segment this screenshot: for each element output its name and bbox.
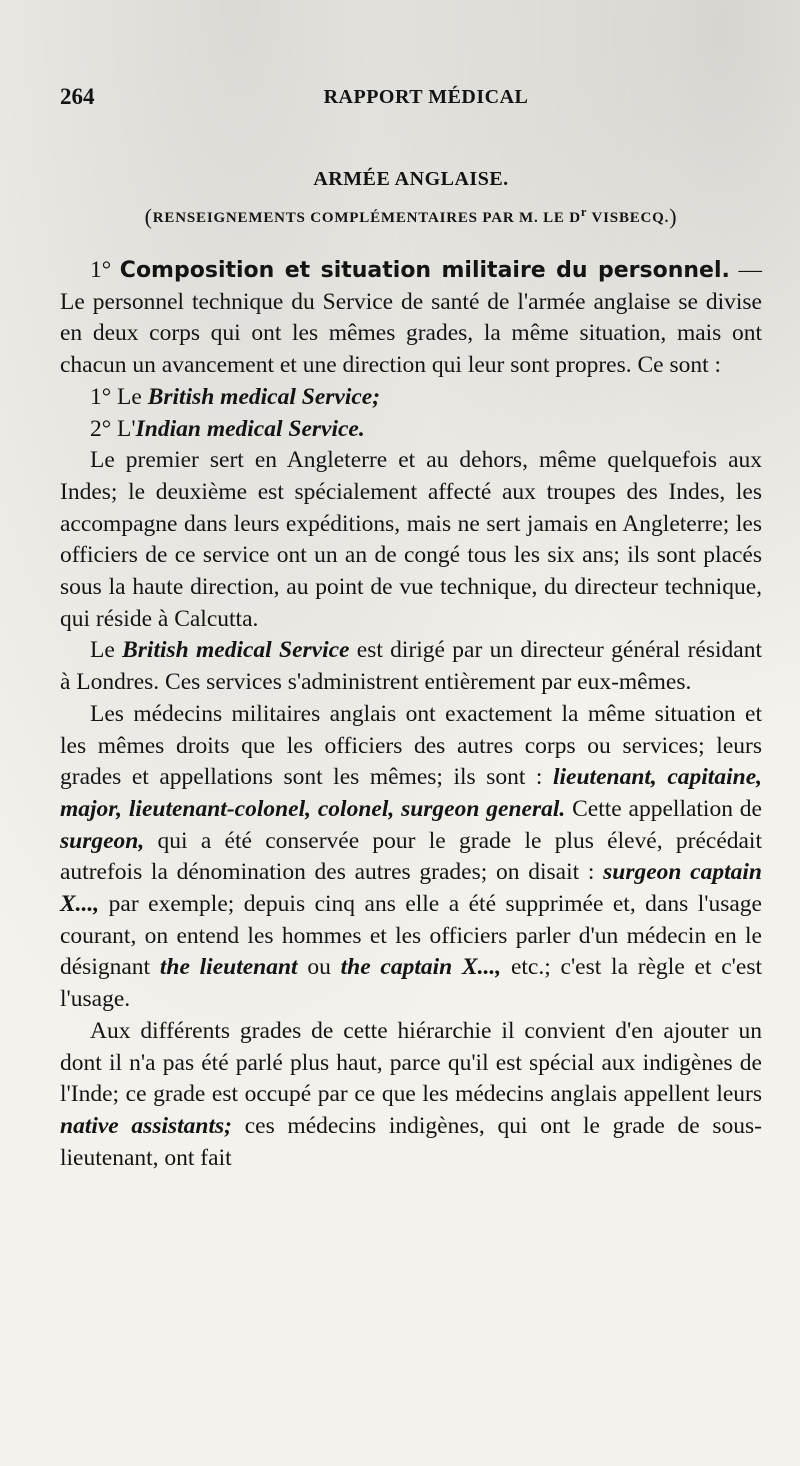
emphasis-span: surgeon captain X..., <box>60 859 762 918</box>
text-span: Aux différents grades de cette hiérarchie il convient d'en ajouter un dont il n'a pas été parlé plus haut, parce qu'il est spécial aux indigènes de l'Inde; ce grade est occupé par ce que les médecins anglais appellent leurs <box>60 1017 762 1108</box>
text-span: par exemple; depuis cinq ans elle a été supprimée et, dans l'usage courant, on entend les hommes et les officiers parler d'un médecin en le désignant <box>60 891 762 981</box>
paragraph-native-assistants <box>60 1016 762 1175</box>
emphasis-span: native assistants; <box>60 1112 233 1139</box>
subtitle-sup: r <box>580 205 588 219</box>
paragraph-grades <box>60 699 762 1016</box>
paragraph-text: — Le personnel technique du Service de santé de l'armée anglaise se divise en deux corps qui ont les mêmes grades, la même situation, mais ont chacun un avancement et une direction qui leur sont propres. Ce sont : <box>60 257 762 379</box>
paragraph-number: 1° <box>90 257 112 283</box>
paragraph-premier: Le premier sert en Angleterre et au dehors, même quelquefois aux Indes; le deuxième est spécialement affecté aux troupes des Indes, les accompagne dans leurs expéditions, mais ne sert jamais en Angleterre; les officiers de ce service ont un an de congé tous les six ans; ils sont placés sous la haute direction, au point de vue technique, du directeur technique, qui réside à Calcutta. <box>60 447 762 632</box>
list-item-indian <box>60 414 762 446</box>
running-title: RAPPORT MÉDICAL <box>323 86 529 108</box>
emphasis-span: surgeon, <box>60 827 145 854</box>
emphasis-span: the lieutenant <box>159 954 298 981</box>
list-item-prefix: 2° L' <box>90 415 136 442</box>
emphasis-span: British medical Service <box>122 637 350 664</box>
list-item-service-name: Indian medical Service. <box>135 415 365 442</box>
paragraph-composition <box>60 255 762 382</box>
list-item-british <box>60 382 762 414</box>
body-text <box>60 255 762 1174</box>
text-span: Le <box>90 637 123 664</box>
section-subtitle <box>60 204 762 230</box>
section-title: ARMÉE ANGLAISE. <box>313 168 509 190</box>
subtitle-text: RENSEIGNEMENTS COMPLÉMENTAIRES PAR M. LE D <box>152 210 581 226</box>
text-span: Les médecins militaires anglais ont exactement la même situation et les mêmes droits que les officiers des autres corps ou services; leurs grades et appellations sont les mêmes; ils sont : <box>60 700 762 791</box>
text-span: ces médecins indigènes, qui ont le grade de sous-lieutenant, ont fait <box>60 1112 762 1171</box>
text-span: ou <box>297 954 341 981</box>
subtitle-open-paren: ( <box>144 204 153 229</box>
list-item-service-name: British medical Service; <box>147 383 381 410</box>
paragraph-british-service <box>60 635 762 698</box>
subtitle-author: VISBECQ. <box>587 210 670 226</box>
text-span: etc.; c'est la règle et c'est l'usage. <box>60 954 763 1013</box>
text-span: est dirigé par un directeur général résidant à Londres. Ces services s'administrent entièrement par eux-mêmes. <box>60 637 762 696</box>
subtitle-close-paren: ) <box>669 204 678 229</box>
text-span: Cette appellation de <box>565 795 762 822</box>
text-span: qui a été conservée pour le grade le plus élevé, précédait autrefois la dénomination des autres grades; on disait : <box>60 827 762 886</box>
paragraph-heading: Composition et situation militaire du personnel. <box>119 258 730 283</box>
page-number: 264 <box>60 84 95 109</box>
page-header <box>60 84 762 120</box>
emphasis-span: lieutenant, capitaine, major, lieutenant-colonel, colonel, surgeon general. <box>60 764 762 822</box>
emphasis-span: the captain X..., <box>340 954 502 981</box>
list-item-prefix: 1° Le <box>90 383 148 410</box>
